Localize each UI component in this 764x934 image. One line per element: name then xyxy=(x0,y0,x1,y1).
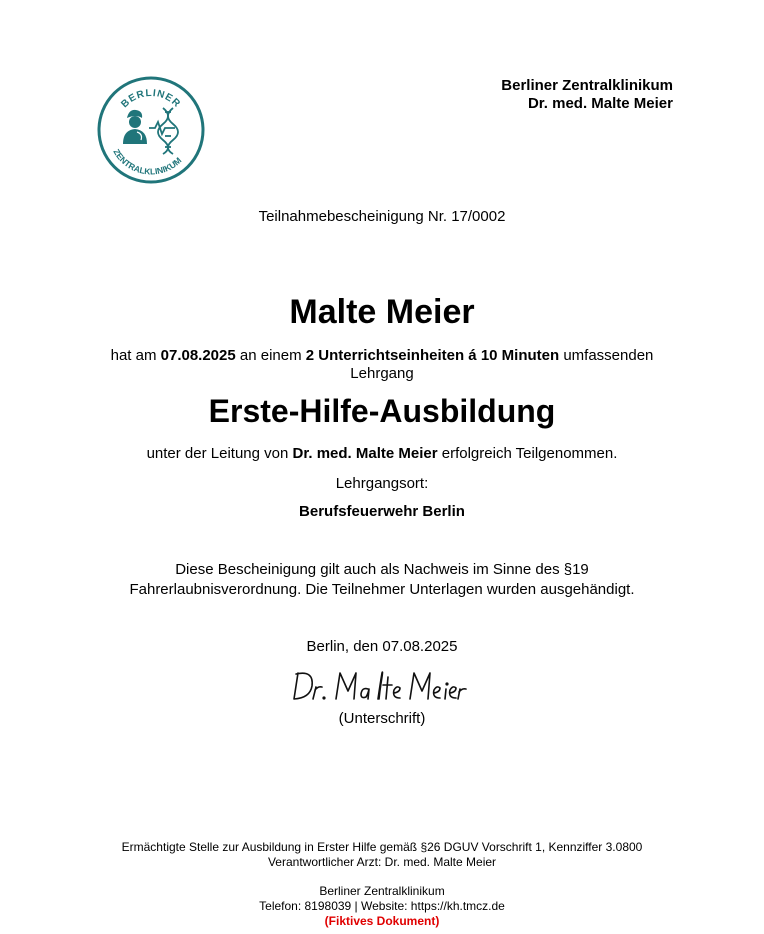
signature xyxy=(290,665,470,707)
clinic-logo xyxy=(97,76,205,184)
logo-text-bottom: ZENTRALKLINIKUM xyxy=(111,147,184,177)
participation-statement xyxy=(80,347,684,383)
course-title: Erste-Hilfe-Ausbildung xyxy=(208,393,556,429)
place-date: Berlin, den 07.08.2025 xyxy=(306,638,458,655)
validity-statement xyxy=(90,560,674,600)
nurse-icon xyxy=(123,110,147,144)
fictional-note: (Fiktives Dokument) xyxy=(324,914,440,928)
venue-name: Berufsfeuerwehr Berlin xyxy=(299,503,465,520)
certificate-number: Teilnahmebescheinigung Nr. 17/0002 xyxy=(258,208,506,225)
header-org-name: Berliner Zentralklinikum xyxy=(501,77,673,94)
course-units: 2 Unterrichtseinheiten á 10 Minuten xyxy=(305,347,560,364)
svg-text:BERLINER xyxy=(119,88,182,110)
footer xyxy=(0,884,764,929)
clinic-logo-seal xyxy=(97,76,205,184)
leader-name: Dr. med. Malte Meier xyxy=(292,445,438,462)
participation-suffix: umfassenden Lehrgang xyxy=(350,347,654,382)
leader-suffix: erfolgreich Teilgenommen. xyxy=(437,445,618,462)
signature-drawing xyxy=(290,665,470,707)
validity-line-1: Diese Bescheinigung gilt auch als Nachweis im Sinne des §19 xyxy=(175,561,589,578)
header-doctor: Dr. med. Malte Meier xyxy=(527,95,673,112)
footer-contact: Telefon: 8198039 | Website: https://kh.tmcz.de xyxy=(259,899,505,913)
participant-name: Malte Meier xyxy=(289,293,475,331)
participation-middle: an einem xyxy=(235,347,306,364)
logo-text-top: BERLINER xyxy=(119,87,183,111)
signature-caption: (Unterschrift) xyxy=(338,710,426,727)
validity-line-2: Fahrerlaubnisverordnung. Die Teilnehmer Unterlagen wurden ausgehändigt. xyxy=(129,581,635,598)
venue-label: Lehrgangsort: xyxy=(335,475,429,492)
header-organization xyxy=(501,77,673,113)
participation-prefix: hat am xyxy=(110,347,161,364)
footer-org-name: Berliner Zentralklinikum xyxy=(319,884,445,898)
course-date: 07.08.2025 xyxy=(160,347,236,364)
leader-statement xyxy=(0,445,764,462)
authorization-line: Ermächtigte Stelle zur Ausbildung in Erster Hilfe gemäß §26 DGUV Vorschrift 1, Kennziffer 3.0800 xyxy=(121,840,643,854)
authorization-note xyxy=(0,840,764,870)
leader-prefix: unter der Leitung von xyxy=(146,445,293,462)
responsible-doctor-line: Verantwortlicher Arzt: Dr. med. Malte Meier xyxy=(267,855,497,869)
